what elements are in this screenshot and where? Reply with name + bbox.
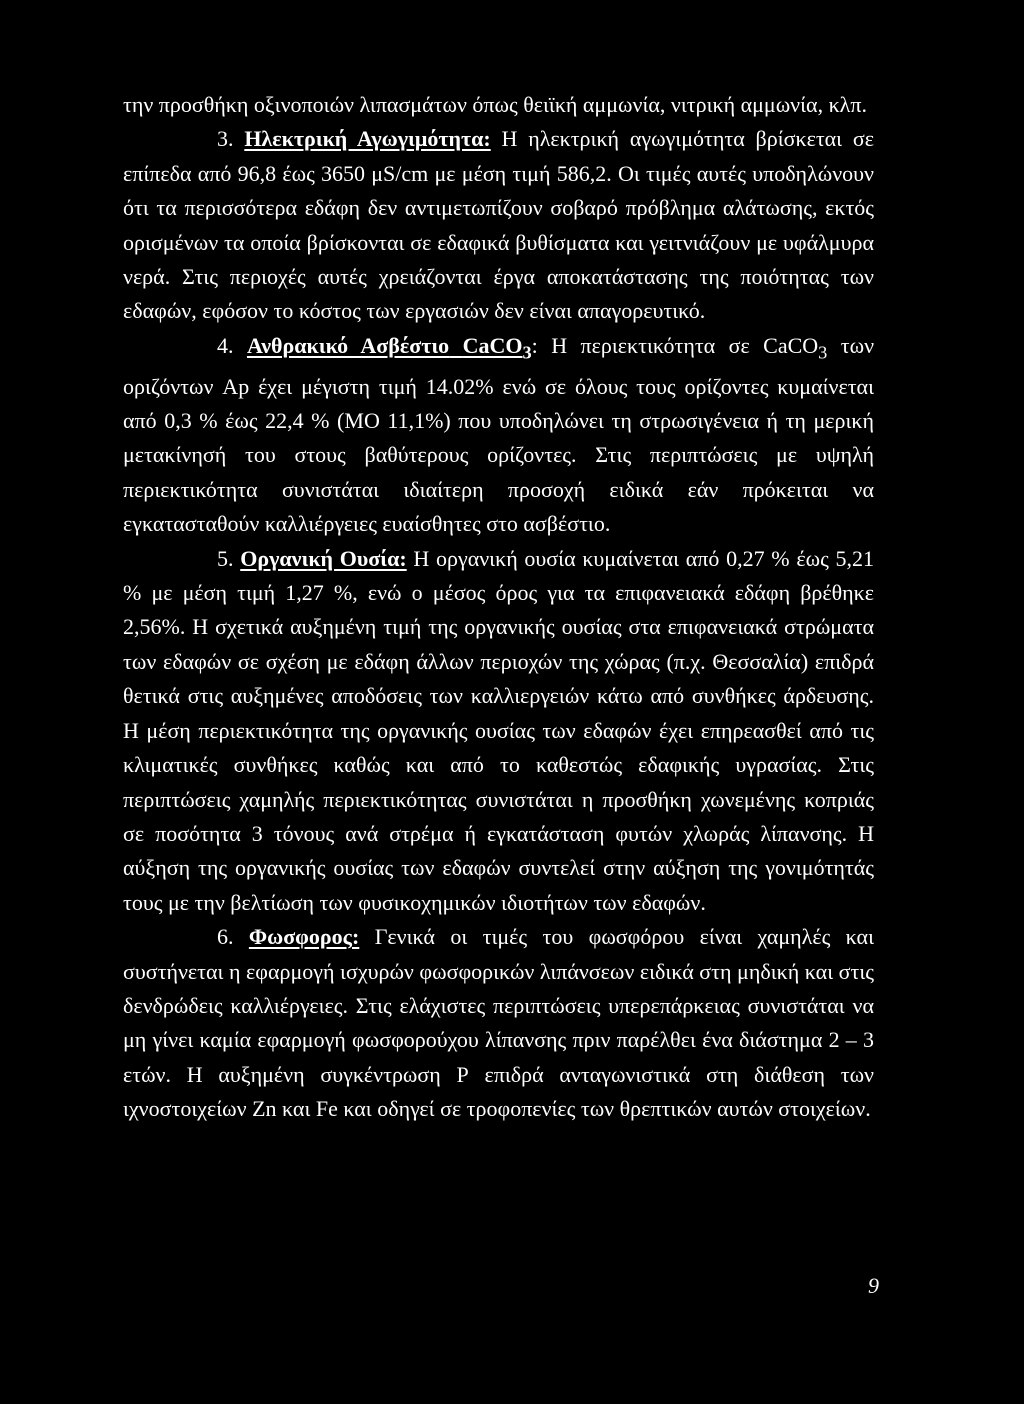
section-5-heading: Οργανική Ουσία:: [240, 545, 407, 571]
section-5-number: 5.: [217, 545, 234, 571]
section-4-heading-formula: CaCO: [462, 332, 523, 358]
section-4-heading: [246, 332, 532, 363]
section-6-paragraph: [123, 920, 874, 1126]
section-3-paragraph: [123, 122, 874, 328]
section-4-text: των οριζόντων Ap έχει μέγιστη τιμή 14.02% ενώ σε όλους τους ορίζοντες κυμαίνεται από 0,3 % έως 22,4 % (ΜΟ 11,1%) που υποδηλώνει τη στρωσιγένεια ή τη μερική μετακίνησή του στους βαθύτερους ορίζοντες. Στις περιπτώσεις με υψηλή περιεκτικότητα συνιστάται ιδιαίτερη προσοχή ειδικά εάν πρόκειται να εγκατασταθούν καλλιέργειες ευαίσθητες στο ασβέστιο.: [123, 332, 875, 537]
section-4-number: 4.: [217, 332, 234, 358]
section-5-text: Η οργανική ουσία κυμαίνεται από 0,27 % έως 5,21 % με μέση τιμή 1,27 %, ενώ ο μέσος όρος για τα επιφανειακά εδάφη βρέθηκε 2,56%. Η σχετικά αυξημένη τιμή της οργανικής ουσίας στα επιφανειακά στρώματα των εδαφών σε σχέση με εδάφη άλλων περιοχών της χώρας (π.χ. Θεσσαλία) επιδρά θετικά στις αυξημένες αποδόσεις των καλλιεργειών κάτω από συνθήκες άρδευσης. Η μέση περιεκτικότητα της οργανικής ουσίας των εδαφών έχει επηρεασθεί από τις κλιματικές συνθήκες καθώς και από το καθεστώς εδαφικής υγρασίας. Στις περιπτώσεις χαμηλής περιεκτικότητας συνιστάται η προσθήκη χωνεμένης κοπριάς σε ποσότητα 3 τόνους ανά στρέμα ή εγκατάσταση φυτών χλωράς λίπανσης. Η αύξηση της οργανικής ουσίας των εδαφών συντελεί στην αύξηση της γονιμότητάς τους με την βελτίωση των φυσικοχημικών ιδιοτήτων των εδαφών.: [123, 545, 874, 915]
section-4-paragraph: [123, 329, 874, 542]
intro-paragraph: την προσθήκη οξινοποιών λιπασμάτων όπως θειϊκή αμμωνία, νιτρική αμμωνία, κλπ.: [123, 92, 867, 117]
section-4-heading-text: Ανθρακικό Ασβέστιο: [246, 332, 450, 358]
section-6-text: Γενικά οι τιμές του φωσφόρου είναι χαμηλές και συστήνεται η εφαρμογή ισχυρών φωσφορικών λιπάνσεων ειδικά στη μηδική και στις δενδρώδεις καλλιέργειες. Στις ελάχιστες περιπτώσεις υπερεπάρκειας συνιστάται να μη γίνει καμία εφαρμογή φωσφορούχου λίπανσης πριν παρέλθει ένα διάστημα 2 – 3 ετών. Η αυξημένη συγκέντρωση Ρ επιδρά ανταγωνιστικά στη διάθεση των ιχνοστοιχείων Zn και Fe και οδηγεί σε τροφοπενίες των θρεπτικών αυτών στοιχείων.: [123, 924, 875, 1122]
section-4-heading-suffix: :: [531, 332, 538, 358]
section-4-text-pre: Η περιεκτικότητα σε CaCO: [551, 332, 819, 358]
section-3-number: 3.: [217, 126, 234, 152]
section-3-text: Η ηλεκτρική αγωγιμότητα βρίσκεται σε επίπεδα από 96,8 έως 3650 μS/cm με μέση τιμή 586,2. Οι τιμές αυτές υποδηλώνουν ότι τα περισσότερα εδάφη δεν αντιμετωπίζουν σοβαρό πρόβλημα αλάτωσης, εκτός ορισμένων τα οποία βρίσκονται σε εδαφικά βυθίσματα και γειτνιάζουν με υφάλμυρα νερά. Στις περιοχές αυτές χρειάζονται έργα αποκατάστασης της ποιότητας των εδαφών, εφόσον το κόστος των εργασιών δεν είναι απαγορευτικό.: [123, 126, 875, 324]
section-5-paragraph: [123, 542, 874, 920]
section-6-heading: Φωσφορος:: [248, 924, 360, 950]
section-4-text-sub: 3: [818, 342, 828, 363]
section-3-heading: Ηλεκτρική Αγωγιμότητα:: [244, 126, 491, 152]
section-6-number: 6.: [217, 924, 234, 950]
section-4-heading-formula-sub: 3: [522, 342, 532, 363]
page-number: 9: [868, 1273, 879, 1298]
document-body: [123, 88, 874, 1127]
